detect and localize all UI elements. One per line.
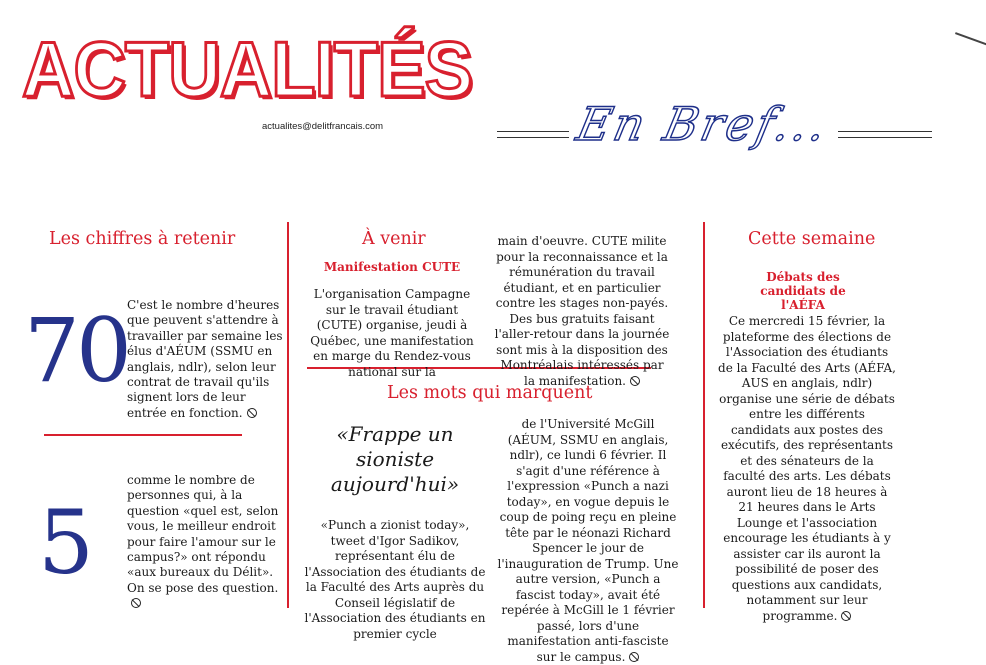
chiffres-heading: Les chiffres à retenir — [49, 229, 236, 249]
mots-heading: Les mots qui marquent — [387, 383, 593, 403]
end-mark-icon — [629, 652, 639, 662]
page-corner-line — [955, 2, 986, 48]
column-divider-left — [287, 222, 289, 608]
mots-text-col2: de l'Université McGill (AÉUM, SSMU en anglais, ndlr), ce lundi 6 février. Il s'agit d'une référence à l'expression «Punch a nazi today», en vogue depuis le coup de poing reçu en pleine tête par le néonazi Richard Spencer le jour de l'inauguration de Trump. Une autre version, «Punch a fascist today», avait été repérée à McGill le 1 février passé, lors d'une manifestation anti-fasciste sur le campus. — [497, 417, 679, 664]
avenir-heading: À venir — [362, 229, 426, 249]
mots-quote: «Frappe un sioniste aujourd'hui» — [330, 422, 460, 496]
avenir-text-col1: L'organisation Campagne sur le travail étudiant (CUTE) organise, jeudi à Québec, une manifestation en marge du Rendez-vous national sur la — [310, 287, 474, 379]
banner-rule-left — [497, 131, 569, 138]
end-mark-icon — [247, 408, 257, 418]
chiffre-70-text: C'est le nombre d'heures que peuvent s'attendre à travailler par semaine les élus d'AÉUM (SSMU en anglais, ndlr), selon leur contrat de travail qu'ils signent lors de leur entrée en fonction. — [127, 298, 283, 420]
chiffre-70: 70 — [24, 299, 128, 402]
avenir-text-col2: main d'oeuvre. CUTE milite pour la reconnaissance et la rémunération du travail étudiant, et en particulier contre les stages non-payés. Des bus gratuits faisant l'aller-retour dans la journée sont mis à la disposition des Montréalais intéressés par la manifestation. — [494, 234, 670, 388]
semaine-heading: Cette semaine — [748, 229, 876, 249]
banner-title: En Bref... — [572, 97, 834, 151]
chiffre-5-text: comme le nombre de personnes qui, à la question «quel est, selon vous, le meilleur endroit pour faire l'amour sur le campus?» ont répondu «aux bureaux du Délit». On se pose des question. — [127, 473, 287, 612]
section-email[interactable]: actualites@delitfrancais.com — [262, 121, 384, 132]
semaine-text: Ce mercredi 15 février, la plateforme des élections de l'Association des étudiants de la Faculté des Arts (AÉFA, AUS en anglais, ndlr) organise une série de débats entre les différents candidats aux postes des exécutifs, des représentants et des sénateurs de la faculté des arts. Les débats auront lieu de 18 heures à 21 heures dans le Arts Lounge et l'association encourage les étudiants à y assister car ils auront la possibilité de poser des questions aux candidats, notamment sur leur programme. — [718, 314, 896, 623]
section-title: ACTUALITÉS — [22, 25, 473, 113]
column-divider-right — [703, 222, 705, 608]
mots-text-col1: «Punch a zionist today», tweet d'Igor Sadikov, représentant élu de l'Association des étudiants de la Faculté des Arts auprès du Conseil législatif de l'Association des étudiants en premier cycle — [304, 518, 486, 641]
avenir-subheading: Manifestation CUTE — [323, 260, 461, 274]
end-mark-icon — [841, 611, 851, 621]
end-mark-icon — [630, 376, 640, 386]
banner-rule-right — [838, 131, 932, 138]
end-mark-icon — [131, 598, 141, 608]
chiffres-divider — [44, 434, 242, 436]
semaine-subheading: Débats des candidats de l'AÉFA — [760, 270, 846, 312]
chiffre-5: 5 — [38, 491, 90, 594]
